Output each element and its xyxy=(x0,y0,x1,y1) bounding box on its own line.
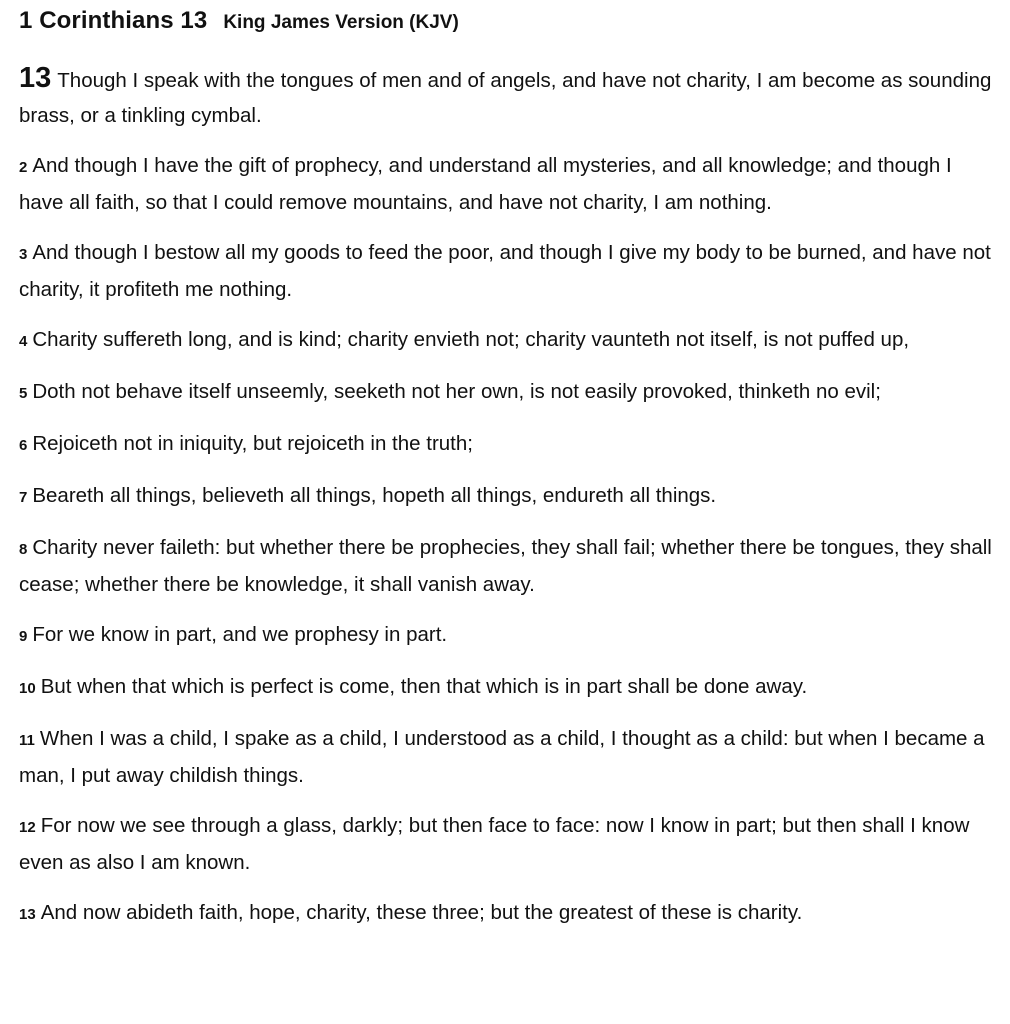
verse-text: And now abideth faith, hope, charity, these three; but the greatest of these is charity. xyxy=(40,901,803,924)
verse-number: 7 xyxy=(19,489,28,506)
verse-9 xyxy=(19,617,996,654)
chapter-number: 13 xyxy=(19,62,52,94)
verse-number: 5 xyxy=(19,385,28,402)
verse-text: Beareth all things, believeth all things, hopeth all things, endureth all things. xyxy=(32,484,717,507)
verse-text: And though I bestow all my goods to feed the poor, and though I give my body to be burned, and have not charity, it profiteth me nothing. xyxy=(19,241,991,301)
verse-13 xyxy=(19,895,996,932)
verse-number: 11 xyxy=(19,732,35,749)
verse-text: Doth not behave itself unseemly, seeketh not her own, is not easily provoked, thinketh no evil; xyxy=(32,380,881,403)
verse-number: 12 xyxy=(19,819,36,836)
verse-text: Though I speak with the tongues of men and of angels, and have not charity, I am become as sounding brass, or a tinkling cymbal. xyxy=(19,69,992,127)
book-title: 1 Corinthians 13 xyxy=(19,7,208,34)
verse-text: Rejoiceth not in iniquity, but rejoiceth in the truth; xyxy=(32,432,473,455)
verse-text: Charity suffereth long, and is kind; charity envieth not; charity vaunteth not itself, is not puffed up, xyxy=(32,328,910,351)
verse-10 xyxy=(19,669,996,706)
version-label: King James Version (KJV) xyxy=(223,12,459,33)
verse-number: 3 xyxy=(19,246,28,263)
verse-number: 9 xyxy=(19,628,28,645)
verse-number: 10 xyxy=(19,680,36,697)
verse-text: Charity never faileth: but whether there be prophecies, they shall fail; whether there be tongues, they shall cease; whether there be knowledge, it shall vanish away. xyxy=(19,536,992,596)
verse-3 xyxy=(19,235,996,307)
page-header xyxy=(19,4,996,44)
verse-text: And though I have the gift of prophecy, and understand all mysteries, and all knowledge; and though I have all faith, so that I could remove mountains, and have not charity, I am nothing. xyxy=(19,154,952,214)
verse-1 xyxy=(19,61,996,133)
verse-text: But when that which is perfect is come, then that which is in part shall be done away. xyxy=(40,675,808,698)
verse-text: For we know in part, and we prophesy in part. xyxy=(32,623,448,646)
verse-7 xyxy=(19,478,996,515)
verse-text: When I was a child, I spake as a child, I understood as a child, I thought as a child: but when I became a man, I put away childish things. xyxy=(19,727,985,787)
verse-number: 13 xyxy=(19,906,36,923)
verse-5 xyxy=(19,374,996,411)
verse-number: 4 xyxy=(19,333,28,350)
verse-11 xyxy=(19,721,996,793)
verse-text: For now we see through a glass, darkly; but then face to face: now I know in part; but then shall I know even as also I am known. xyxy=(19,814,970,874)
verse-12 xyxy=(19,808,996,880)
verse-6 xyxy=(19,426,996,463)
verse-number: 6 xyxy=(19,437,28,454)
verse-number: 8 xyxy=(19,541,28,558)
verse-number: 2 xyxy=(19,159,28,176)
verse-8 xyxy=(19,530,996,602)
verse-2 xyxy=(19,148,996,220)
verse-4 xyxy=(19,322,996,359)
